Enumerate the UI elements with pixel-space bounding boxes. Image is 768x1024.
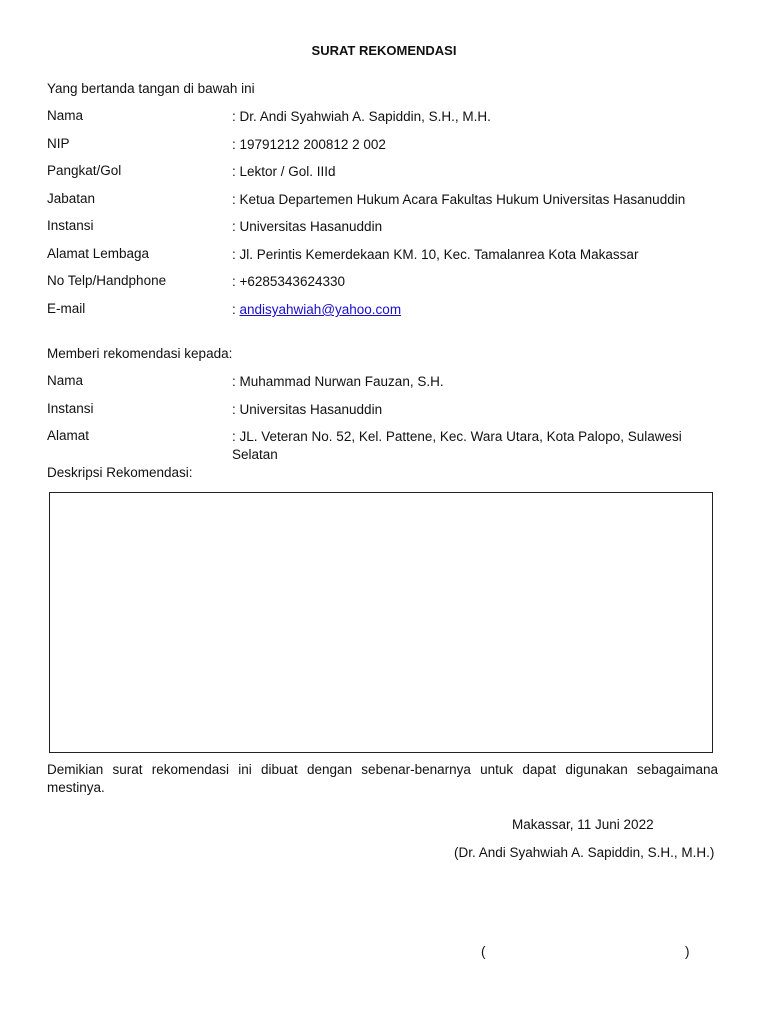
field-label: Alamat Lembaga <box>47 246 150 261</box>
field-value: : Lektor / Gol. IIId <box>232 164 336 179</box>
field-label: Jabatan <box>47 191 96 206</box>
field-label: Nama <box>47 108 84 123</box>
signature-paren-open: ( <box>481 944 486 959</box>
email-prefix: : <box>232 302 240 317</box>
field-value: : 19791212 200812 2 002 <box>232 137 386 152</box>
field-label: Alamat <box>47 428 90 443</box>
signature-paren-close: ) <box>685 944 690 959</box>
field-label: Instansi <box>47 218 94 233</box>
email-link[interactable]: andisyahwiah@yahoo.com <box>239 302 402 317</box>
field-value: : Muhammad Nurwan Fauzan, S.H. <box>232 374 444 389</box>
field-label: Instansi <box>47 401 94 416</box>
intro-text: Yang bertanda tangan di bawah ini <box>47 81 255 96</box>
recipient-intro-text: Memberi rekomendasi kepada: <box>47 346 233 361</box>
field-value: : JL. Veteran No. 52, Kel. Pattene, Kec. Wara Utara, Kota Palopo, Sulawesi Selatan <box>232 429 682 462</box>
field-label: Nama <box>47 373 84 388</box>
field-label: Pangkat/Gol <box>47 163 122 178</box>
field-value <box>232 301 722 319</box>
field-value: : +6285343624330 <box>232 274 345 289</box>
document-title: SURAT REKOMENDASI <box>311 43 457 58</box>
description-box[interactable] <box>49 492 713 753</box>
description-label: Deskripsi Rekomendasi: <box>47 465 193 480</box>
field-value: : Universitas Hasanuddin <box>232 219 383 234</box>
field-value: : Universitas Hasanuddin <box>232 402 383 417</box>
field-value: : Ketua Departemen Hukum Acara Fakultas Hukum Universitas Hasanuddin <box>232 192 686 207</box>
field-label: E-mail <box>47 301 86 316</box>
field-label: No Telp/Handphone <box>47 273 167 288</box>
field-value: : Dr. Andi Syahwiah A. Sapiddin, S.H., M.H. <box>232 109 491 124</box>
field-label: NIP <box>47 136 70 151</box>
closing-paragraph: Demikian surat rekomendasi ini dibuat dengan sebenar-benarnya untuk dapat digunakan sebagaimana mestinya. <box>47 762 718 795</box>
signer-name: (Dr. Andi Syahwiah A. Sapiddin, S.H., M.H.) <box>454 845 715 860</box>
field-value: : Jl. Perintis Kemerdekaan KM. 10, Kec. Tamalanrea Kota Makassar <box>232 247 639 262</box>
place-date: Makassar, 11 Juni 2022 <box>512 817 654 832</box>
